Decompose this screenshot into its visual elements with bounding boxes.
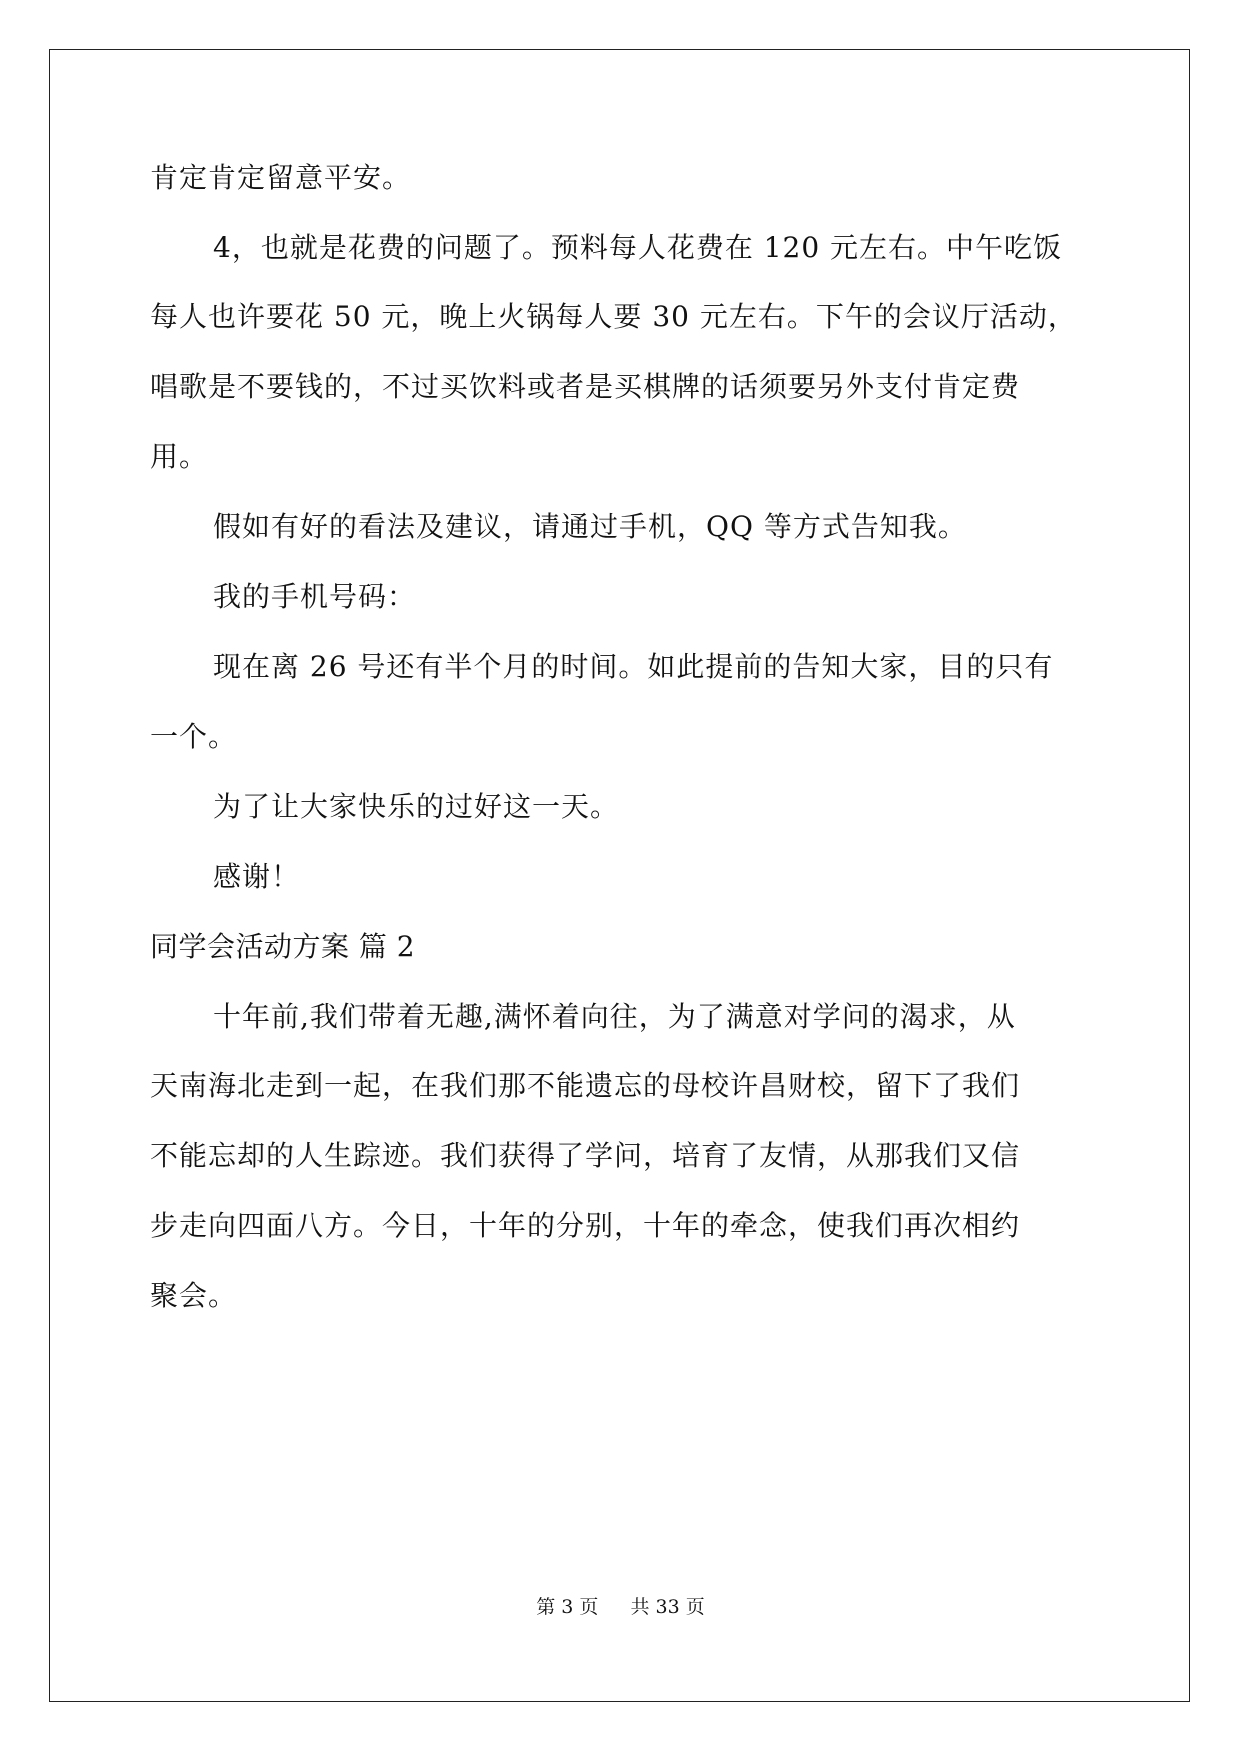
total-pages: 共 33 页 <box>630 1596 705 1618</box>
text-line: 用。 <box>150 440 209 473</box>
text-line: 假如有好的看法及建议，请通过手机，QQ 等方式告知我。 <box>213 510 967 543</box>
page-number: 第 3 页 <box>536 1596 599 1618</box>
text-line: 一个。 <box>150 720 238 753</box>
text-line: 现在离 26 号还有半个月的时间。如此提前的告知大家，目的只有 <box>213 650 1054 683</box>
text-line: 4，也就是花费的问题了。预料每人花费在 120 元左右。中午吃饭 <box>213 231 1063 264</box>
text-line: 肯定肯定留意平安。 <box>150 161 412 194</box>
text-line: 每人也许要花 50 元，晚上火锅每人要 30 元左右。下午的会议厅活动， <box>150 300 1077 333</box>
text-line: 唱歌是不要钱的，不过买饮料或者是买棋牌的话须要另外支付肯定费 <box>150 370 1021 403</box>
page-footer <box>0 1595 1241 1619</box>
text-line: 步走向四面八方。今日，十年的分别，十年的牵念，使我们再次相约 <box>150 1209 1021 1242</box>
section-heading: 同学会活动方案 篇 2 <box>150 930 416 963</box>
text-line: 不能忘却的人生踪迹。我们获得了学问，培育了友情，从那我们又信 <box>150 1139 1021 1172</box>
text-line: 十年前,我们带着无趣,满怀着向往，为了满意对学问的渴求，从 <box>213 1000 1016 1033</box>
text-line: 天南海北走到一起，在我们那不能遗忘的母校许昌财校，留下了我们 <box>150 1069 1021 1102</box>
text-line: 我的手机号码： <box>213 580 417 613</box>
text-line: 聚会。 <box>150 1279 238 1312</box>
text-line: 感谢！ <box>213 860 301 893</box>
text-line: 为了让大家快乐的过好这一天。 <box>213 790 620 823</box>
